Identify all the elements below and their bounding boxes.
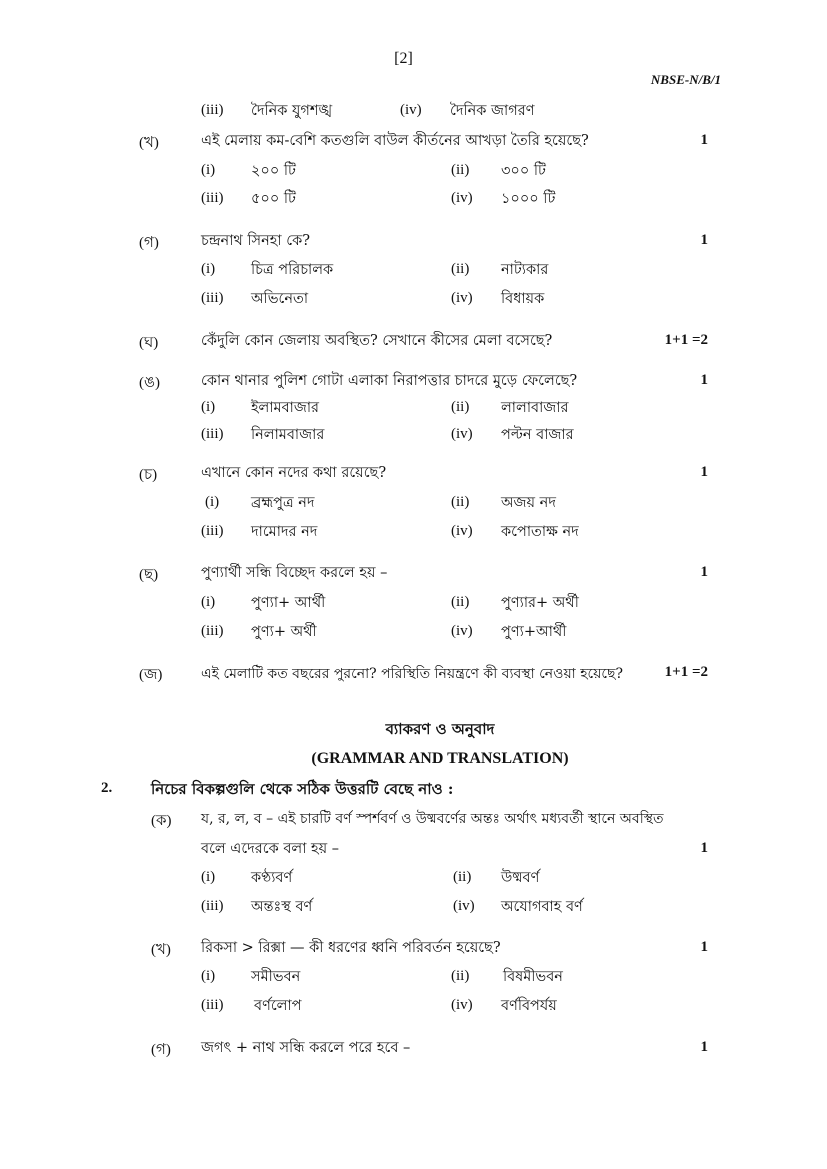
option-text: পল্টন বাজার <box>501 427 574 443</box>
option-text: কণ্ঠ্যবর্ণ <box>251 870 293 886</box>
option-roman: (ii) <box>451 261 470 277</box>
question-marks: 1 <box>700 1039 708 1055</box>
question-marks: 1 <box>700 232 708 248</box>
question-instruction: নিচের বিকল্পগুলি থেকে সঠিক উত্তরটি বেছে নাও : <box>151 780 454 798</box>
option-roman: (i) <box>201 261 216 277</box>
question-label: (ছ) <box>139 567 159 583</box>
question-text: চন্দ্রনাথ সিনহা কে? <box>201 233 311 249</box>
option-roman: (iii) <box>201 290 224 306</box>
option-text: অভিনেতা <box>251 291 309 307</box>
question-marks: 1+1 =2 <box>664 664 708 680</box>
question-marks: 1 <box>700 464 708 480</box>
option-text: পুণ্য+ অর্থী <box>251 624 317 640</box>
option-roman: (iii) <box>201 997 224 1013</box>
question-marks: 1 <box>700 372 708 388</box>
question-marks: 1 <box>700 939 708 955</box>
question-label: (জ) <box>139 667 163 683</box>
option-text: পুণ্য+আর্থী <box>501 624 567 640</box>
option-text: পুণ্যা+ আর্থী <box>251 595 326 611</box>
question-text: এখানে কোন নদের কথা রয়েছে? <box>201 465 387 481</box>
option-text: দৈনিক যুগশঙ্খ <box>251 103 333 119</box>
question-text: কোন থানার পুলিশ গোটা এলাকা নিরাপত্তার চাদরে মুড়ে ফেলেছে? <box>201 373 578 389</box>
option-text: বর্ণবিপর্যয় <box>501 998 557 1014</box>
option-text: ২০০ টি <box>251 163 296 179</box>
option-text: নিলামবাজার <box>251 427 325 443</box>
option-text: ১০০০ টি <box>501 191 556 207</box>
question-marks: 1 <box>700 564 708 580</box>
question-label: (গ) <box>151 1042 171 1058</box>
question-text-continued: বলে এদেরকে বলা হয় – <box>201 841 340 857</box>
option-roman: (iv) <box>400 102 422 118</box>
question-label: (ঘ) <box>139 335 159 351</box>
option-roman: (iii) <box>201 102 224 118</box>
question-text: এই মেলায় কম-বেশি কতগুলি বাউল কীর্তনের আখড়া তৈরি হয়েছে? <box>201 133 589 149</box>
question-label: (চ) <box>139 467 158 483</box>
option-roman: (iii) <box>201 426 224 442</box>
question-number: 2. <box>101 780 113 796</box>
option-roman: (ii) <box>451 968 470 984</box>
option-roman: (i) <box>201 399 216 415</box>
option-roman: (iii) <box>201 623 224 639</box>
section-title-english: (GRAMMAR AND TRANSLATION) <box>311 750 569 767</box>
option-text: চিত্র পরিচালক <box>251 262 334 278</box>
option-text: সমীভবন <box>251 969 301 985</box>
option-roman: (iv) <box>451 190 473 206</box>
option-text: ব্রহ্মপুত্র নদ <box>251 495 315 511</box>
option-text: ৩০০ টি <box>501 163 546 179</box>
option-roman: (iii) <box>201 190 224 206</box>
option-text: লালাবাজার <box>501 400 569 416</box>
question-text: কেঁদুলি কোন জেলায় অবস্থিত? সেখানে কীসের মেলা বসেছে? <box>201 333 553 349</box>
option-text: বর্ণলোপ <box>254 998 302 1014</box>
option-roman: (i) <box>205 494 220 510</box>
option-text: ৫০০ টি <box>251 191 296 207</box>
question-label: (গ) <box>139 235 159 251</box>
question-label: (খ) <box>139 135 159 151</box>
question-label: (ক) <box>151 813 172 829</box>
option-roman: (ii) <box>451 162 470 178</box>
option-roman: (ii) <box>451 594 470 610</box>
paper-code: NBSE-N/B/1 <box>650 72 721 87</box>
option-roman: (iv) <box>451 290 473 306</box>
option-roman: (ii) <box>451 494 470 510</box>
option-text: উষ্মবর্ণ <box>501 870 540 886</box>
option-roman: (i) <box>201 869 216 885</box>
question-marks: 1 <box>700 132 708 148</box>
section-title-bengali: ব্যাকরণ ও অনুবাদ <box>385 720 495 738</box>
option-roman: (i) <box>201 968 216 984</box>
question-text: পুণ্যার্থী সন্ধি বিচ্ছেদ করলে হয় – <box>201 565 388 581</box>
page-number: [2] <box>394 50 413 67</box>
option-roman: (ii) <box>453 869 472 885</box>
option-roman: (iii) <box>201 523 224 539</box>
question-text: এই মেলাটি কত বছরের পুরনো? পরিস্থিতি নিয়ন্ত্রণে কী ব্যবস্থা নেওয়া হয়েছে? <box>201 666 624 682</box>
question-text: য, র, ল, ব – এই চারটি বর্ণ স্পর্শবর্ণ ও উষ্মবর্ণের অন্তঃ অর্থাৎ মধ্যবর্তী স্থানে অবস্থিত <box>201 811 664 827</box>
question-text: রিকসা > রিক্সা — কী ধরণের ধ্বনি পরিবর্তন হয়েছে? <box>201 940 501 956</box>
question-marks: 1 <box>700 840 708 856</box>
question-marks: 1+1 =2 <box>664 332 708 348</box>
question-label: (খ) <box>151 942 171 958</box>
option-roman: (iii) <box>201 898 224 914</box>
option-text: নাট্যকার <box>501 262 549 278</box>
option-roman: (iv) <box>451 523 473 539</box>
option-roman: (iv) <box>451 426 473 442</box>
option-text: দামোদর নদ <box>251 524 318 540</box>
option-text: কপোতাক্ষ নদ <box>501 524 579 540</box>
option-text: বিধায়ক <box>501 291 545 307</box>
option-text: পুণ্যার+ অর্থী <box>501 595 579 611</box>
question-label: (ঙ) <box>139 375 160 391</box>
option-text: অন্তঃস্থ বর্ণ <box>251 899 313 915</box>
option-roman: (iv) <box>451 623 473 639</box>
option-roman: (ii) <box>451 399 470 415</box>
option-text: অযোগবাহ বর্ণ <box>501 899 583 915</box>
option-roman: (iv) <box>453 898 475 914</box>
option-text: দৈনিক জাগরণ <box>450 103 535 119</box>
question-text: জগৎ + নাথ সন্ধি করলে পরে হবে – <box>201 1040 411 1056</box>
option-text: বিষমীভবন <box>503 969 563 985</box>
option-roman: (i) <box>201 594 216 610</box>
option-text: অজয় নদ <box>501 495 556 511</box>
option-text: ইলামবাজার <box>251 400 320 416</box>
option-roman: (i) <box>201 162 216 178</box>
option-roman: (iv) <box>451 997 473 1013</box>
